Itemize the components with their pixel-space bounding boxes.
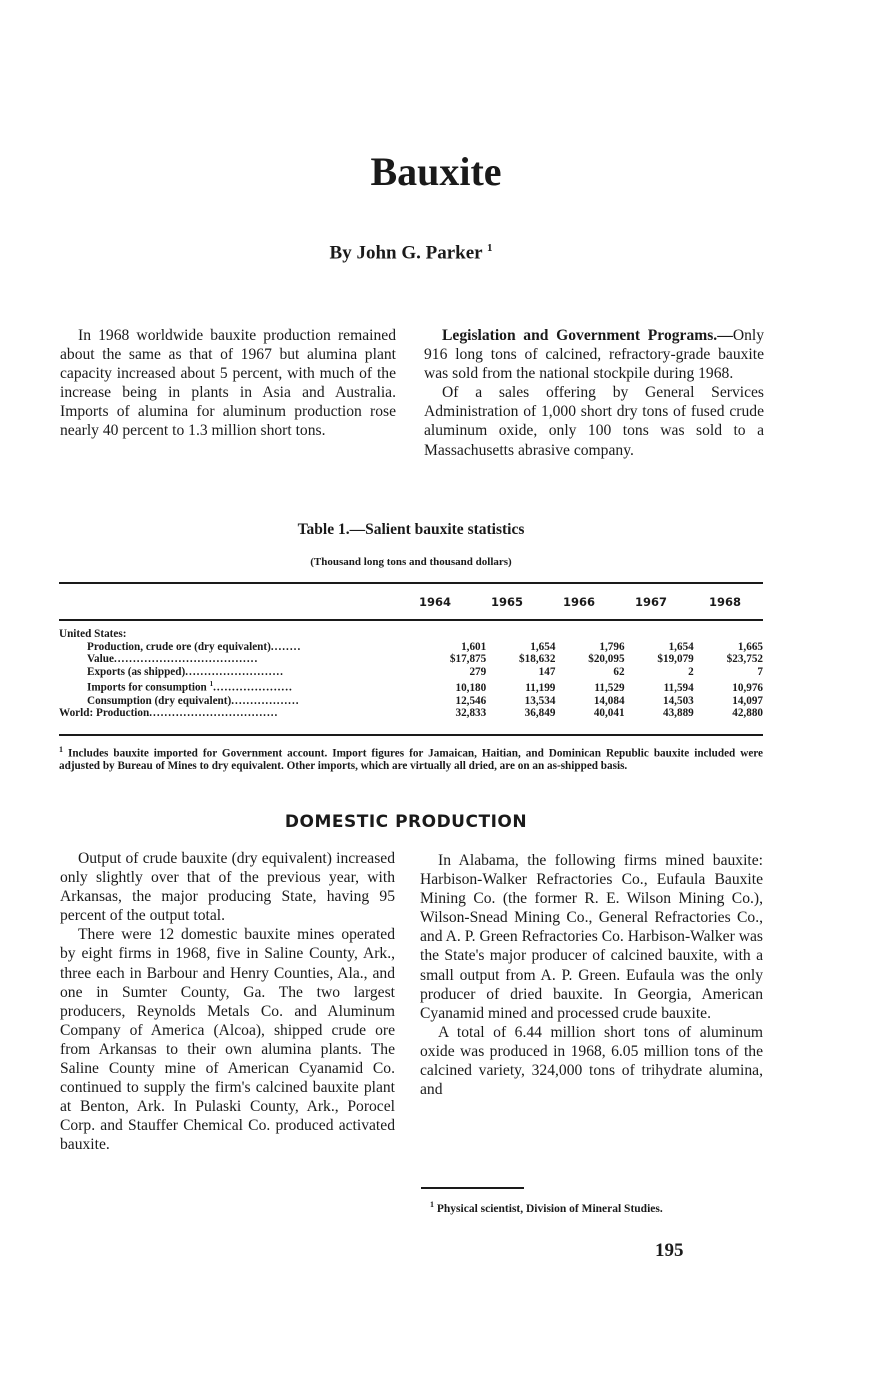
table-cell: 2	[688, 665, 694, 678]
table-header	[59, 595, 763, 609]
table-cell: 12,546	[455, 694, 487, 707]
intro-right-column	[424, 326, 764, 460]
table-cell: $19,079	[657, 653, 694, 666]
year-header: 1965	[490, 595, 523, 609]
table-cell: 1,601	[461, 640, 487, 653]
table-footnote-mark: 1	[59, 745, 63, 754]
row-footnote-mark: 1	[209, 680, 214, 689]
table-row	[59, 628, 763, 641]
intro-left-column	[60, 326, 396, 441]
byline	[0, 242, 822, 264]
table-top-rule	[59, 582, 763, 584]
year-header: 1966	[562, 595, 595, 609]
table-body	[59, 628, 763, 720]
row-label: Consumption (dry equivalent)..................	[87, 694, 300, 707]
gsa-paragraph: Of a sales offering by General Services Administration of 1,000 short dry tons of fused crude aluminum oxide, only 100 tons was sold to a Massachusetts abrasive company.	[424, 384, 764, 459]
intro-paragraph: In 1968 worldwide bauxite production remained about the same as that of 1967 but alumina plant capacity increased about 5 percent, with much of the increase being in plants in Asia and Australia. Imports of alumina for aluminum production rose nearly 40 percent to 1.3 million short tons.	[60, 327, 396, 440]
year-header: 1964	[418, 595, 451, 609]
group-label: United States:	[59, 628, 127, 640]
author-footnote-text: Physical scientist, Division of Mineral Studies.	[436, 1202, 663, 1215]
author-footnote-mark: 1	[430, 1200, 434, 1209]
table-cell: 10,180	[455, 682, 487, 695]
table-cell: 7	[757, 665, 763, 678]
table-subtitle: (Thousand long tons and thousand dollars)	[310, 556, 512, 568]
year-header: 1968	[708, 595, 741, 609]
legislation-heading: Legislation and Government Programs.—	[442, 327, 733, 344]
page-title: Bauxite	[370, 149, 502, 194]
table-cell: $23,752	[726, 653, 763, 666]
table-cell: $18,632	[519, 653, 556, 666]
table-row	[59, 678, 763, 694]
table-cell: 10,976	[732, 682, 763, 695]
body-paragraph: There were 12 domestic bauxite mines operated by eight firms in 1968, five in Saline County, Ark., three each in Barbour and Henry Counties, Ala., and one in Sumter County, Ga. The two largest producers, Reynolds Metals Co. and Aluminum Company of America (Alcoa), shipped crude ore from Arkansas to their own alumina plants. The Saline County mine of American Cyanamid Co. continued to supply the firm's calcined bauxite plant at Benton, Ark. In Pulaski County, Ark., Porocel Corp. and Stauffer Chemical Co. produced activated bauxite.	[60, 926, 395, 1154]
footnote-rule	[421, 1187, 524, 1189]
legislation-paragraph	[424, 326, 764, 383]
row-label: Exports (as shipped)..........................	[87, 665, 284, 678]
table-cell: 43,889	[662, 707, 694, 720]
table-cell: 1,654	[668, 640, 694, 653]
table-cell: 1,654	[530, 640, 556, 653]
table-cell: $20,095	[588, 653, 625, 666]
legislation-text: Only 916 long tons of calcined, refractory-grade bauxite was sold from the national stockpile during 1968.	[424, 327, 764, 383]
table-row	[59, 666, 763, 679]
body-right-column	[420, 851, 763, 1099]
page-number: 195	[655, 1240, 684, 1261]
table-cell: 11,529	[594, 682, 625, 695]
table-cell: 36,849	[524, 707, 556, 720]
table-title: Table 1.—Salient bauxite statistics	[297, 521, 525, 538]
table-cell: 1,665	[737, 640, 763, 653]
table-bottom-rule	[59, 734, 763, 736]
table-cell: 14,084	[593, 694, 625, 707]
section-heading: DOMESTIC PRODUCTION	[284, 812, 528, 832]
table-cell: 1,796	[599, 640, 625, 653]
table-header-blank	[59, 595, 399, 609]
author-name: By John G. Parker	[329, 242, 483, 264]
table-footnote	[59, 744, 763, 773]
table-cell: 11,199	[525, 682, 556, 695]
body-paragraph: Output of crude bauxite (dry equivalent) increased only slightly over that of the previous year, with Arkansas, the major producing State, having 95 percent of the output total.	[60, 850, 395, 925]
author-footnote	[430, 1200, 770, 1215]
table-cell: 14,097	[732, 694, 763, 707]
table-row	[59, 653, 763, 666]
table-row	[59, 641, 763, 654]
table-cell: 42,880	[732, 707, 763, 720]
table-cell: 62	[613, 665, 625, 678]
table-cell: 14,503	[662, 694, 694, 707]
body-left-column	[60, 849, 395, 1155]
row-label: Value......................................	[87, 653, 259, 666]
row-label: Imports for consumption $^1$.....................	[87, 680, 293, 695]
byline-footnote-mark: 1	[486, 242, 493, 254]
body-paragraph: A total of 6.44 million short tons of aluminum oxide was produced in 1968, 6.05 million tons of the calcined variety, 324,000 tons of trihydrate alumina, and	[420, 1023, 763, 1099]
table-cell: 11,594	[663, 682, 694, 695]
table-cell: 13,534	[524, 694, 556, 707]
table-header-rule	[59, 619, 763, 621]
stats-table	[59, 628, 763, 720]
table-cell: 279	[469, 665, 487, 678]
year-header: 1967	[634, 595, 667, 609]
table-footnote-text: Includes bauxite imported for Government account. Import figures for Jamaican, Haitian, and Dominican Republic bauxite included were adjusted by Bureau of Mines to dry equivalent. Other imports, which are virtually all dried, are on an as-shipped basis.	[59, 747, 764, 773]
table-cell: 40,041	[593, 707, 625, 720]
table-row	[59, 695, 763, 708]
table-cell: 32,833	[455, 707, 487, 720]
body-paragraph: In Alabama, the following firms mined bauxite: Harbison-Walker Refractories Co., Eufaula Bauxite Mining Co. (the former R. E. Wilson Mining Co.), Wilson-Snead Mining Co., General Refractories Co., and A. P. Green Refractories Co. Harbison-Walker was the State's major producer of calcined bauxite, with a small output from A. P. Green. Eufaula was the only producer of dried bauxite. In Georgia, American Cyanamid mined and processed crude bauxite.	[420, 852, 763, 1022]
table-row	[59, 707, 763, 720]
row-label: World: Production..................................	[59, 707, 279, 720]
row-label: Production, crude ore (dry equivalent)........	[87, 640, 302, 653]
table-cell: $17,875	[449, 653, 487, 666]
table-cell: 147	[538, 665, 556, 678]
